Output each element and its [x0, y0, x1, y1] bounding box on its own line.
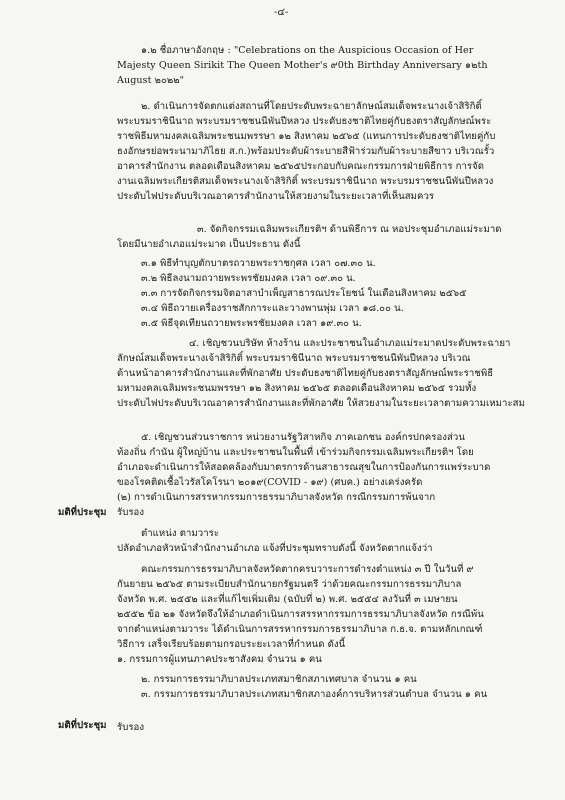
list-item: ๓. กรรมการธรรมาภิบาลประเภทสมาชิกสภาองค์การบริหารส่วนตำบล จำนวน ๑ คน: [141, 689, 488, 700]
body-line: ๑. กรรมการผู้แทนภาคประชาสังคม จำนวน ๑ คน: [117, 654, 322, 665]
body-line: พระบรมราชินีนาถ พระบรมราชชนนีพันปีหลวง ประดับธงชาติไทยคู่กับธงตราสัญลักษณ์พระ: [117, 116, 492, 127]
body-line: โดยมีนายอำเภอแม่ระมาด เป็นประธาน ดังนี้: [117, 239, 301, 250]
resolution-value: รับรอง: [117, 507, 145, 518]
body-line: กันยายน ๒๕๖๕ ตามระเบียบสำนักนายกรัฐมนตรี ว่าด้วยคณะกรรมการธรรมาภิบาล: [117, 579, 462, 590]
list-item: ๓.๓ การจัดกิจกรรมจิตอาสาบำเพ็ญสาธารณประโยชน์ ในเดือนสิงหาคม ๒๕๖๕: [141, 288, 467, 299]
body-line: ๑.๒ ชื่อภาษาอังกฤษ : "Celebrations on the Auspicious Occasion of Her: [141, 45, 474, 56]
body-line: ลักษณ์สมเด็จพระนางเจ้าสิริกิติ์ พระบรมราชินีนาถ พระบรมราชชนนีพันปีหลวง บริเวณ: [117, 353, 471, 364]
body-line: อำเภอจะดำเนินการให้สอดคล้องกับมาตรการด้านสาธารณสุขในการป้องกันการแพร่ระบาด: [117, 462, 491, 473]
body-line: ๒. ดำเนินการจัดตกแต่งสถานที่โดยประดับพระฉายาลักษณ์สมเด็จพระนางเจ้าสิริกิติ์: [141, 101, 482, 112]
body-line: จังหวัด พ.ศ. ๒๕๕๒ และที่แก้ไขเพิ่มเติม (ฉบับที่ ๒) พ.ศ. ๒๕๕๔ ลงวันที่ ๓ เมษายน: [117, 594, 458, 605]
list-item: ๓.๒ พิธีลงนามถวายพระพรชัยมงคล เวลา ๐๙.๓๐ น.: [141, 273, 356, 284]
resolution-label: มติที่ประชุม: [58, 720, 107, 731]
resolution-value: รับรอง: [117, 722, 145, 733]
list-item: ๓.๕ พิธีจุดเทียนถวายพระพรชัยมงคล เวลา ๑๙.๓๐ น.: [141, 318, 362, 329]
list-item: ๒. กรรมการธรรมาภิบาลประเภทสมาชิกสภาเทศบาล จำนวน ๑ คน: [141, 674, 417, 685]
body-line: ราชพิธีมหามงคลเฉลิมพระชนมพรรษา ๑๒ สิงหาคม ๒๕๖๕ (แทนการประดับธงชาติไทยคู่กับ: [117, 131, 496, 142]
body-line: (๒) การดำเนินการสรรหากรรมการธรรมาภิบาลจังหวัด กรณีกรรมการพ้นจาก: [117, 492, 436, 503]
body-line: ของโรคติดเชื้อไวรัสโคโรนา ๒๐๑๙(COVID - ๑๙) (ศบค.) อย่างเคร่งครัด: [117, 477, 423, 488]
body-line: Majesty Queen Sirikit The Queen Mother's ๙0th Birthday Anniversary ๑๒th: [117, 60, 488, 71]
body-line: ท้องถิ่น กำนัน ผู้ใหญ่บ้าน และประชาชนในพื้นที่ เข้าร่วมกิจกรรมเฉลิมพระเกียรติฯ โดย: [117, 447, 474, 458]
list-item: ๓.๔ พิธีถวายเครื่องราชสักการะและวางพานพุ่ม เวลา ๑๘.๐๐ น.: [141, 303, 404, 314]
body-line: ธงอักษรย่อพระนามาภิไธย ส.ก.)พร้อมประดับผ้าระบายสีฟ้าร่วมกับผ้าระบายสีขาว บริเวณรั้ว: [117, 146, 495, 157]
body-line: ๕. เชิญชวนส่วนราชการ หน่วยงานรัฐวิสาหกิจ ภาคเอกชน องค์กรปกครองส่วน: [141, 432, 465, 443]
list-item: ๓.๑ พิธีทำบุญตักบาตรถวายพระราชกุศล เวลา ๐๗.๓๐ น.: [141, 258, 376, 269]
body-line: งานเฉลิมพระเกียรติสมเด็จพระนางเจ้าสิริกิติ์ พระบรมราชินีนาถ พระบรมราชชนนีพันปีหลวง: [117, 176, 494, 187]
resolution-label: มติที่ประชุม: [58, 507, 107, 518]
body-line: มหามงคลเฉลิมพระชนมพรรษา ๑๒ สิงหาคม ๒๕๖๕ ตลอดเดือนสิงหาคม ๒๕๖๕ รวมทั้ง: [117, 383, 477, 394]
body-line: ด้านหน้าอาคารสำนักงานและที่พักอาศัย ประดับธงชาติไทยคู่กับธงตราสัญลักษณ์พระราชพิธี: [117, 368, 494, 379]
page-number: -๔-: [274, 7, 289, 18]
body-line: ปลัดอำเภอหัวหน้าสำนักงานอำเภอ แจ้งที่ประชุมทราบดังนี้ จังหวัดตากแจ้งว่า: [117, 543, 433, 554]
body-line: ๓. จัดกิจกรรมเฉลิมพระเกียรติฯ ด้านพิธีการ ณ หอประชุมอำเภอแม่ระมาด: [197, 224, 502, 235]
body-line: จากตำแหน่งตามวาระ ได้ดำเนินการสรรหากรรมการธรรมาภิบาล ก.ธ.จ. ตามหลักเกณฑ์: [117, 624, 483, 635]
body-line: ประดับไฟประดับบริเวณอาคารสำนักงานและที่พักอาศัย ให้สวยงามในระยะเวลาตามความเหมาะสม: [117, 398, 525, 409]
body-line: คณะกรรมการธรรมาภิบาลจังหวัดตากครบวาระการดำรงตำแหน่ง ๓ ปี ในวันที่ ๙: [141, 564, 474, 575]
body-line: อาคารสำนักงาน ตลอดเดือนสิงหาคม ๒๕๖๕ประกอบกับคณะกรรมการฝ่ายพิธีการ การจัด: [117, 161, 485, 172]
body-line: ประดับไฟประดับบริเวณอาคารสำนักงานให้สวยงามในระยะเวลาที่เห็นสมควร: [117, 191, 435, 202]
body-line: August ๒๐๒๒": [117, 75, 185, 86]
body-line: ๔. เชิญชวนบริษัท ห้างร้าน และประชาชนในอำเภอแม่ระมาดประดับพระฉายา: [189, 338, 511, 349]
body-line: ตำแหน่ง ตามวาระ: [141, 528, 220, 539]
body-line: ๒๕๕๒ ข้อ ๒๑ จังหวัดจึงให้อำเภอดำเนินการสรรหากรรมการธรรมาภิบาลจังหวัด กรณีพ้น: [117, 609, 484, 620]
body-line: วิธีการ เสร็จเรียบร้อยตามกรอบระยะเวลาที่กำหนด ดังนี้: [117, 639, 346, 650]
